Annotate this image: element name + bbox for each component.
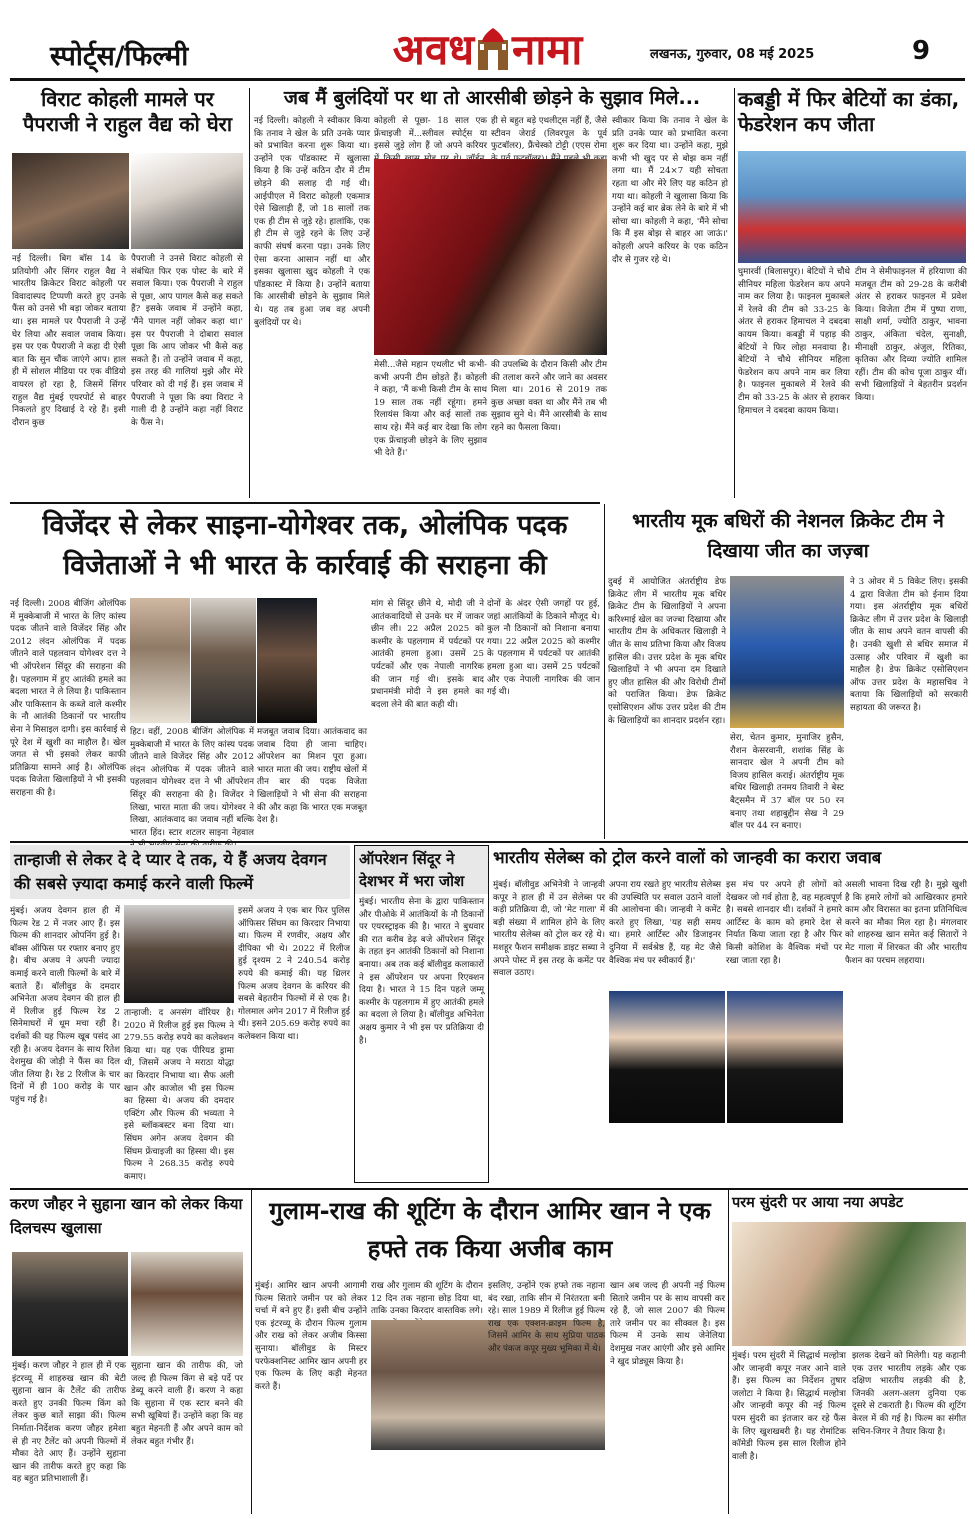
kabaddi-text-1: घुमारवीं (बिलासपुर)। बेटियों ने चौथे सीनियर महिला फेडरेशन कप अपने नाम कर लिया है। फाइनल मुकाबले में रेलवे की टीम को 33-25 के अंतर से हराकर हिमाचल ने दबदबा कायम किया। कबड्डी में पहाड़ की बेटियों ने फिर लोहा मनवाया है। बेटियों ने चौथे सीनियर महिला फेडरेशन कप अपने नाम कर लिया है। फाइनल मुकाबले में रेलवे की टीम को 33-25 के अंतर से हराकर हिमाचल ने दबदबा कायम किया। bbox=[738, 267, 850, 416]
ajay-story bbox=[10, 845, 350, 1185]
karan-photo bbox=[12, 1252, 128, 1356]
kohli-text-1: नई दिल्ली। बिग बॉस 14 के प्रतियोगी और सिंगर राहुल वैद्य ने भारतीय क्रिकेटर विराट कोहली पर विवादास्पद टिप्पणी करते हुए उनके फैंस को उनसे भी बड़ा जोकर बताया था। इस मामले पर पैपराजी ने उन्हें घेर लिया और सवाल जवाब किया। इस पर एक पैपराजी ने कहा दी ऐसी बात कि सुन चौंक जाएंगे आप। हाल ही में सोशल मीडिया पर एक वीडियो वायरल हो रहा है, जिसमें सिंगर राहुल वैद्य मुंबई एयरपोर्ट से बाहर निकलते हुए दिखाई दे रहे हैं। इसी दौरान कुछ bbox=[12, 254, 126, 428]
section-rule bbox=[10, 502, 600, 504]
rcb-text-3: मेसी...जैसे महान एथलीट भी कभी-कभी अपनी टीम छोड़ते हैं। कोहली ने कहा, 'मैं कभी किसी टीम के साथ 19 साल तक नहीं रहूंगा। हमने रिलायंस किया और कई सालों तक साथ रहे। मैंने कई बार देखा कि लोग एक फ्रेंचाइजी छोड़ने के लिए सुझाव भी देते हैं।' bbox=[374, 360, 487, 459]
kabaddi-headline: कबड्डी में फिर बेटियों का डंका, फेडरेशन कप जीता bbox=[738, 87, 960, 136]
col-divider bbox=[249, 88, 250, 498]
vijender-text-3: मजबूत जवाब दिया। आतंकवाद का जवाब दिया ही जाना चाहिए। ऑपरेशन का मिशन पूरा हुआ। भारत माता की जय। राष्ट्रीय खेलों में तीन बार की पदक विजेता खिलाड़ियों ने भी सेना की सराहना की और कहा कि भारत एक मजबूत देश है। bbox=[257, 727, 367, 826]
janhvi-text-4: असली भावना दिख रही है। मुझे खुशी है कि हमारे लोगों को आखिरकार हमारे काम और विरासत का इतना प्रतिनिधित्व करने का मौका मिल रहा है। मंगलवार को शाहरुख खान समेत कई सितारों ने मेट गाला में शिरकत की और भारतीय फैशन का परचम लहराया। bbox=[845, 880, 967, 966]
kohli-text-2: पैपराजी ने उनसे विराट कोहली से संबंधित फिर एक पोस्ट के बारे में सवाल किया। एक पैपराजी ने राहुल से पूछा, आप पागल कैसे कह सकते हैं? इसके जवाब में उन्होंने कहा, 'मैंने पागल नहीं जोकर कहा था।' इस पर पैपराजी ने दोबारा सवाल पूछा कि आप जोकर भी कैसे कह सकते हैं। तो उन्होंने जवाब में कहा, इस तरह की गालियां मुझे और मेरे परिवार को दी गई हैं। इस जवाब में पैपराजी ने पूछा कि क्या विराट ने गाली दी है उन्होंने कहा नहीं विराट के फैंस ने। bbox=[131, 254, 243, 428]
fort-logo-icon bbox=[476, 26, 510, 70]
kohli-story bbox=[10, 85, 245, 500]
ajay-text-2: तान्हाजी: द अनसंग वॉरियर है। 2020 में रिलीज हुई इस फिल्म ने 279.55 करोड़ रुपये का कलेक्शन किया था। यह एक पीरियड ड्रामा थी, जिसमें अजय ने मराठा योद्धा का किरदार निभाया था। सैफ अली खान और काजोल भी इस फिल्म का हिस्सा थे। अजय की दमदार एक्टिंग और फिल्म की भव्यता ने इसे ब्लॉकबस्टर बना दिया था। सिंघम अगेन अजय देवगन की सिंघम फ्रेंचाइजी का हिस्सा थी। इस फिल्म ने 268.35 करोड़ रुपये कमाए। bbox=[124, 1008, 234, 1182]
kohli-headline: विराट कोहली मामले पर पैपराजी ने राहुल वैद्य को घेरा bbox=[23, 87, 232, 136]
rcb-text-4: की उपलब्धि के दौरान किसी और टीम की तलाश करने और जाने का अवसर मिला था। 2016 से 2019 तक कुछ अच्छा वक्त था और मैंने तब भी सुझाव सुने थे। मैंने आरसीबी के साथ रहने का फैसला किया। bbox=[491, 360, 607, 433]
kohli-photo bbox=[12, 153, 129, 249]
col-divider bbox=[604, 504, 605, 839]
rahul-vaidya-photo bbox=[131, 153, 243, 249]
deaf-cricket-story bbox=[608, 506, 968, 840]
col-divider bbox=[251, 1190, 252, 1514]
masthead bbox=[0, 0, 975, 80]
karan-headline: करण जौहर ने सुहाना खान को लेकर किया दिलचस्प खुलासा bbox=[10, 1195, 243, 1237]
janhvi-photo-1 bbox=[609, 991, 725, 1123]
janhvi-text-3: इस मंच पर अपने ही लोगों को देखकर जो गर्व होता है, वह महत्वपूर्ण है। सबसे शानदार थी। दर्शकों ने हमारे आर्टिस्ट के काम को हमारे देश से निर्यात किया जाता रहा है और फिर किसी कोशिश के वैश्विक मंचों पर रखा जाता रहा है। bbox=[726, 880, 842, 966]
logo-left: अवध bbox=[392, 24, 475, 74]
rcb-text-5: ही से बहुत बड़े एथलीट्स नहीं हैं, जैसे स्टीवन जेरार्ड (लिवरपूल के पूर्व फुटबॉलर), फ्रैंचेस्को टोट्टी (एएस रोमा bbox=[491, 116, 607, 152]
vijender-photo bbox=[257, 598, 317, 723]
newspaper-logo bbox=[380, 20, 595, 76]
param-headline: परम सुंदरी पर आया नया अपडेट bbox=[732, 1195, 904, 1211]
page-number: 9 bbox=[912, 36, 931, 66]
aamir-text-1: मुंबई। आमिर खान अपनी आगामी फिल्म सितारे जमीन पर को लेकर चर्चा में बने हुए हैं। इसी बीच उन्होंने एक इंटरव्यू के दौरान फिल्म गुलाम और राख को लेकर अजीब किस्सा सुनाया। बॉलीवुड के मिस्टर परफेक्शनिस्ट आमिर खान अपनी हर एक फिल्म के लिए कड़ी मेहनत करते हैं। bbox=[255, 1281, 367, 1392]
deaf-cricket-headline: भारतीय मूक बधिरों की नेशनल क्रिकेट टीम ने दिखाया जीत का जज़्बा bbox=[632, 510, 944, 562]
janhvi-text-2: अपना राय रखते हुए भारतीय सेलेब्स की उपस्थिति पर सवाल उठाने वालों की आलोचना की। जान्हवी ने कमेंट करते हुए लिखा, 'यह सही समय था। हमारे आर्टिस्ट और डिजाइनर दुनिया में सर्वश्रेष्ठ हैं, यह मेट जैसे वैश्विक मंच पर स्वीकार्य हैं।' bbox=[609, 880, 721, 966]
section-rule bbox=[10, 1188, 968, 1190]
suhana-photo bbox=[131, 1252, 243, 1356]
issue-date: लखनऊ, गुरुवार, 08 मई 2025 bbox=[650, 47, 815, 62]
kabaddi-team-photo bbox=[738, 151, 966, 263]
param-sundari-poster bbox=[732, 1222, 966, 1346]
vijender-headline: विजेंदर से लेकर साइना-योगेश्वर तक, ओलंपिक पदक विजेताओं ने भी भारत के कार्रवाई की सराहना की bbox=[42, 510, 568, 581]
deaf-text-3: ने 3 ओवर में 5 विकेट लिए। इसकी 4 द्वारा विजेता टीम को ईनाम दिया गया। इस अंतर्राष्ट्रीय मूक बधिरों क्रिकेट लीग में उत्तर प्रदेश के खिलाड़ी जीत के साथ अपने वतन वापसी की है। उनकी खुशी से बधिर समाज में उत्साह और परिवार में खुशी का माहौल है। डेफ क्रिकेट एसोसिएशन ऑफ उत्तर प्रदेश के महासचिव ने बताया कि खिलाड़ियों को सरकारी सहायता की जरूरत है। bbox=[850, 577, 968, 713]
vijender-text-5: दोनों के अंदर ऐसी जगहों पर हुई, जहां आतंकियों के ठिकाने मौजूद थे। कुल नौ ठिकानों को निशाना बनाया गया। 22 अप्रैल 2025 को कश्मीर के पहलगाम में पर्यटकों पर आतंकी हमला हुआ था। उसमें 25 पर्यटकों और एक नेपाली नागरिक की जान गई थी। bbox=[487, 599, 600, 698]
vijender-text-2: हिट। वहीं, 2008 बीजिंग ओलंपिक में मुक्केबाजी में भारत के लिए कांस्य पदक जीतने वाले विजेंदर सिंह और 2012 लंदन ओलंपिक में पदक जीतने वाले पहलवान योगेश्वर दत्त ने भी ऑपरेशन सिंदूर की सराहना की है। विजेंदर ने लिखा, भारत माता की जय। योगेश्वर ने लिखा, आतंकवाद का जवाब नहीं बल्कि भारत हिंद। स्टार शटलर साइना नेहवाल bbox=[130, 727, 254, 838]
vijender-text-4: मांग से सिंदूर छीने थे, मोदी जी ने आतंकवादियों से उनके घर में जाकर छीन ली। 22 अप्रैल 2025 को कश्मीर के पहलगाम में पर्यटकों पर आतंकी हमला हुआ। उसमें 25 पर्यटकों और एक नेपाली नागरिक की जान गई थी। इसके बाद प्रधानमंत्री मोदी ने इस हमले का बदला लेने की बात कही थी। bbox=[371, 599, 484, 710]
sindoor-story bbox=[354, 845, 489, 1183]
param-text-1: मुंबई। परम सुंदरी में सिद्धार्थ मल्होत्रा और जान्हवी कपूर नजर आने वाले हैं। इस फिल्म का निर्देशन तुषार जलोटा ने किया है। सिद्धार्थ मल्होत्रा और जान्हवी कपूर की नई फिल्म परम सुंदरी का इंतजार कर रहे फैंस के लिए खुशखबरी है। यह रोमांटिक कॉमेडी फिल्म इस साल रिलीज होने वाली है। bbox=[732, 1351, 846, 1462]
deaf-text-2: सेरा, चेतन कुमार, मुनाजिर हुसैन, रौशन केसरवानी, शशांक सिंह के सानदार खेल ने अपनी टीम को विजय हासिल कराई। अंतर्राष्ट्रीय मूक बधिर खिलाड़ी तनमय तिवारी ने बेस्ट बैट्समैन में 37 बॉल पर 50 रन बनाए तथा शहाबुद्दीन सेख ने 29 बॉल पर 44 रन बनाए। bbox=[730, 733, 844, 832]
kohli-podcast-photo bbox=[374, 159, 607, 355]
aamir-text-3: इसलिए, उन्होंने एक हफ्ते तक नहाना बंद रखा, ताकि सीन में निरंतरता बनी रहे। साल 1989 में रिलीज हुई फिल्म राख एक एक्शन-क्राइम फिल्म है, जिसमें आमिर के साथ सुप्रिया पाठक और पंकज कपूर मुख्य भूमिका में थे। bbox=[488, 1281, 605, 1354]
col-divider bbox=[728, 1190, 729, 1514]
col-divider bbox=[734, 88, 735, 498]
ajay-text-1: मुंबई। अजय देवगन हाल ही में फिल्म रेड 2 में नजर आए हैं। इस फिल्म की शानदार ओपनिंग हुई है। बॉक्स ऑफिस पर रफ्तार बनाए हुए है। बीच अजय ने अपनी ज्यादा कमाई करने वाली फिल्मों के बारे में बताते हैं। बॉलीवुड के दमदार अभिनेता अजय देवगन की हाल ही में रिलीज हुई फिल्म रेड 2 सिनेमाघरों में धूम मचा रही है। दर्शकों की यह फिल्म खूब पसंद आ रही है। अजय देवगन के साथ रितेश देशमुख की जोड़ी ने फैंस का दिल जीत लिया है। रेड 2 रिलीज के चार दिनों में ही 100 करोड़ के पार पहुंच गई है। bbox=[10, 906, 120, 1105]
logo-right: नामा bbox=[512, 24, 583, 74]
aamir-text-2: राख और गुलाम की शूटिंग के दौरान 12 दिन तक नहाना छोड़ दिया था, ताकि उनका किरदार वास्तविक लगे। bbox=[371, 1281, 483, 1317]
karan-story bbox=[10, 1192, 248, 1514]
param-story bbox=[732, 1192, 968, 1514]
rcb-text-2: कोहली से पूछा- 18 साल एक फ्रेंचाइजी में...स्लीवल स्पोर्ट्स या इससे जुड़े लोग हैं जो अपने करियर bbox=[374, 116, 487, 152]
section-rule bbox=[10, 841, 968, 843]
aamir-headline: गुलाम-राख की शूटिंग के दौरान आमिर खान ने एक हफ्ते तक किया अजीब काम bbox=[269, 1197, 711, 1263]
param-text-2: झलक देखने को मिलेगी। यह कहानी एक उत्तर भारतीय लड़के और एक दक्षिण भारतीय लड़की की है, जिनकी अलग-अलग दुनिया एक दूसरे से टकराती है। फिल्म की शूटिंग केरल में की गई है। फिल्म का संगीत सचिन-जिगर ने तैयार किया है। bbox=[852, 1351, 966, 1437]
aamir-text-4: खान अब जल्द ही अपनी नई फिल्म सितारे जमीन पर के साथ वापसी कर रहे हैं, जो साल 2007 की फिल्म तारे जमीन पर का सीक्वल है। इस फिल्म में उनके साथ जेनेलिया देशमुख नजर आएंगी और इसे आमिर ने खुद प्रोड्यूस किया है। bbox=[610, 1281, 725, 1367]
kabaddi-text-2: टीम ने सेमीफाइनल में हरियाणा की मजबूत टीम को 29-28 के करीबी अंतर से हराकर फाइनल में प्रवेश किया। विजेता टीम में पुष्पा राणा, साक्षी शर्मा, ज्योति ठाकुर, भावना ठाकुर, अंकिता चंदेल, सुनाक्षी, मीनाक्षी ठाकुर, अंजुल, रितिका, कृतिका और दिव्या ज्योति शामिल रहीं। टीम की कोच पूजा ठाकुर थीं। सभी खिलाड़ियों ने बेहतरीन प्रदर्शन किया। bbox=[855, 267, 967, 403]
aamir-story bbox=[255, 1192, 725, 1514]
sindoor-headline: ऑपरेशन सिंदूर ने देशभर में भरा जोश bbox=[355, 846, 488, 894]
vijender-story bbox=[10, 506, 600, 840]
saina-photo bbox=[130, 598, 190, 723]
janhvi-story bbox=[493, 845, 968, 1185]
deaf-cricketer-photo bbox=[730, 576, 844, 728]
deaf-text-1: दुबई में आयोजित अंतर्राष्ट्रीय डेफ क्रिकेट लीग में भारतीय मूक बधिर क्रिकेट टीम के खिलाड़ियों ने अपना करिश्माई खेल का जज्बा दिखाया और भारतीय टीम के अधिकतर खिलाड़ी ने जीत के साथ प्रतिभा किया और विजय हासिल की। उत्तर प्रदेश के मूक बधिर खिलाड़ियों ने भी अपना दम दिखाते हुए जीत हासिल की और विरोधी टीमों को पराजित किया। डेफ क्रिकेट एसोसिएशन ऑफ उत्तर प्रदेश की टीम के खिलाड़ियों का शानदार प्रदर्शन रहा। bbox=[608, 577, 726, 726]
janhvi-headline: भारतीय सेलेब्स को ट्रोल करने वालों को जान्हवी का करारा जवाब bbox=[493, 848, 882, 867]
janhvi-text-1: मुंबई। बॉलीवुड अभिनेत्री ने जान्हवी कपूर ने हाल ही में उन सेलेब्स पर कड़ी प्रतिक्रिया दी, जो 'मेट गाला' में बड़ी संख्या में शामिल होने के लिए भारतीय सेलेब्स को ट्रोल कर रहे थे। मशहूर फैशन समीक्षक डाइट सब्या ने अपने पोस्ट में इस तरह के कमेंट पर सवाल उठाए। bbox=[493, 880, 605, 979]
rcb-text-6: स्वीकार किया कि तनाव ने खेल के प्रति उनके प्यार को प्रभावित करना शुरू कर दिया था। उन्होंने कहा, मुझे कभी भी खुद पर से बोझ कम नहीं लगा था। मैं 24×7 यही सोचता रहता था और मेरे लिए यह कठिन हो गया था। कोहली ने खुलासा किया कि उन्होंने कई बार ब्रेक लेने के बारे में भी सोचा था। कोहली ने कहा, 'मैंने सोचा कि मैं इस बोझ से बाहर आ जाऊं।' कोहली अपने करियर के एक कठिन दौर से गुजर रहे थे। bbox=[612, 116, 728, 265]
janhvi-photo-2 bbox=[727, 991, 843, 1123]
rcb-story bbox=[254, 85, 730, 500]
karan-text-2: सुहाना खान की तारीफ की, जो जल्द ही फिल्म किंग से बड़े पर्दे पर डेब्यू करने वाली हैं। करण ने कहा कि सुहाना में एक स्टार बनने की सभी खूबियां हैं। उन्होंने कहा कि वह बहुत मेहनती हैं और अपने काम को लेकर बहुत गंभीर हैं। bbox=[131, 1361, 243, 1447]
sindoor-text: मुंबई। भारतीय सेना के द्वारा पाकिस्तान और पीओके में आतंकियों के नौ ठिकानों पर एयरस्ट्राइक की है। भारत ने बुधवार की रात करीब डेढ़ बजे ऑपरेशन सिंदूर के तहत इन आतंकी ठिकानों को निशाना बनाया। अब तक कई बॉलीवुड कलाकारों ने इस ऑपरेशन पर अपना रिएक्शन दिया है। भारत ने 15 दिन पहले जम्मू कश्मीर के पहलगाम में हुए आतंकी हमले का बदला ले लिया है। बॉलीवुड अभिनेता अक्षय कुमार ने भी इस पर प्रतिक्रिया दी है। bbox=[359, 897, 484, 1046]
ajay-text-3: इसमें अजय ने एक बार फिर पुलिस ऑफिसर सिंघम का किरदार निभाया था। फिल्म में रणवीर, अक्षय और दीपिका भी थे। 2022 में रिलीज हुई दृश्यम 2 ने 240.54 करोड़ रुपये की कमाई की। यह थ्रिलर फिल्म अजय देवगन के करियर की सबसे बेहतरीन फिल्मों में से एक है। गोलमाल अगेन 2017 में रिलीज हुई थी। इसने 205.69 करोड़ रुपये का कलेक्शन किया था। bbox=[238, 906, 350, 1042]
section-title: स्पोर्ट्स/फिल्मी bbox=[50, 41, 189, 72]
ajay-headline: तान्हाजी से लेकर दे दे प्यार दे तक, ये हैं अजय देवगन की सबसे ज़्यादा कमाई करने वाली फिल्में bbox=[10, 845, 350, 899]
yogeshwar-photo bbox=[191, 598, 256, 723]
masthead-rule bbox=[10, 78, 965, 81]
ajay-photo bbox=[124, 905, 234, 1003]
vijender-text-1: नई दिल्ली। 2008 बीजिंग ओलंपिक में मुक्केबाजी में भारत के लिए कांस्य पदक जीतने वाले विजेंदर सिंह और 2012 लंदन ओलंपिक में पदक जीतने वाले पहलवान योगेश्वर दत्त ने भी ऑपरेशन सिंदूर की सराहना की है। पहलगाम में हुए आतंकी हमले का बदला भारत ने ले लिया है। पाकिस्तान और पाकिस्तान के कब्जे वाले कश्मीर के नौ आतंकी ठिकानों पर भारतीय सेना ने मिसाइल दागी। इस कार्रवाई से पूरे देश में खुशी का माहौल है। खेल जगत से भी इसको लेकर काफी प्रतिक्रिया सामने आई है। ओलंपिक पदक विजेता खिलाड़ियों ने भी इसकी सराहना की है। bbox=[10, 599, 126, 798]
karan-text-1: मुंबई। करण जौहर ने हाल ही में एक इंटरव्यू में शाहरुख खान की बेटी सुहाना खान के टैलेंट की तारीफ करते हुए उनकी फिल्म किंग को लेकर कुछ बातें साझा कीं। फिल्म निर्माता-निर्देशक करण जौहर हमेशा से ही नए टैलेंट को अपनी फिल्मों में मौका देते आए हैं। उन्होंने सुहाना खान की तारीफ करते हुए कहा कि वह बहुत प्रतिभाशाली हैं। bbox=[12, 1361, 126, 1485]
rcb-headline: जब मैं बुलंदियों पर था तो आरसीबी छोड़ने के सुझाव मिले... bbox=[283, 87, 701, 109]
rcb-text-1: नई दिल्ली। कोहली ने स्वीकार किया कि तनाव ने खेल के प्रति उनके प्यार को प्रभावित करना शुरू किया था। उन्होंने एक पॉडकास्ट में खुलासा किया है कि उन्हें कठिन दौर में टीम छोड़ने की सलाह दी गई थी। आईपीएल में विराट कोहली एकमात्र ऐसे खिलाड़ी हैं, जो 18 सालों तक एक ही टीम से जुड़े रहे। हालांकि, एक ही टीम से जुड़े रहने के लिए उन्हें काफी संघर्ष करना पड़ा। उनके लिए ऐसा करना आसान नहीं था और इसका खुलासा खुद कोहली ने एक पॉडकास्ट में किया है। उन्होंने बताया कि आरसीबी छोड़ने के सुझाव मिले थे। यह तब हुआ जब वह अपनी बुलंदियों पर थे। bbox=[254, 116, 370, 328]
